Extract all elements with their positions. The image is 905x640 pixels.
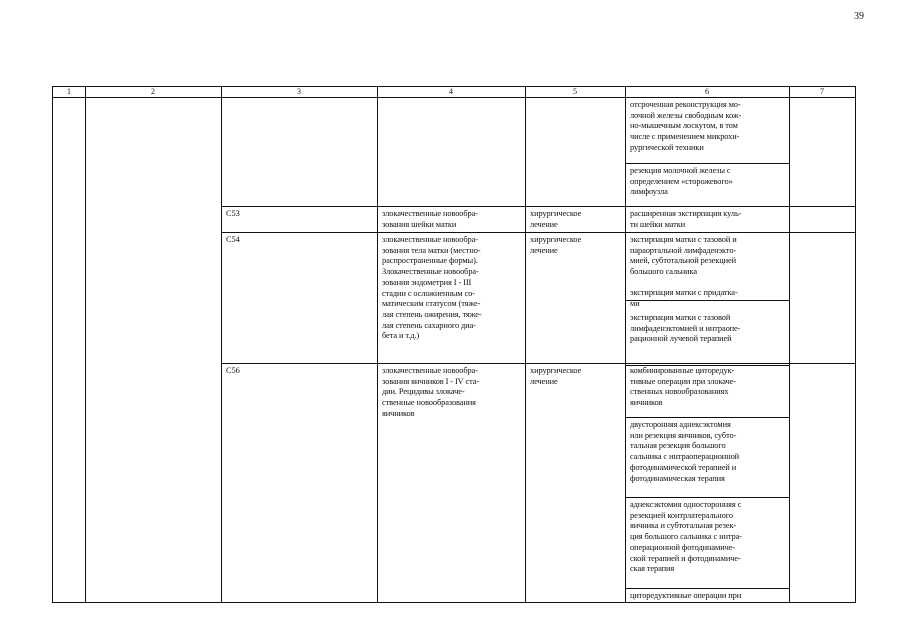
treatment-text: хирургическое лечение (530, 366, 582, 386)
row-divider (221, 232, 855, 233)
header-col-6: 6 (705, 87, 709, 96)
treatment-text: хирургическое лечение (530, 209, 582, 229)
column-divider (85, 87, 86, 602)
cell-divider (625, 497, 789, 498)
disease-text: злокачественные новообра- зования шейки матки (382, 209, 478, 229)
procedure-text: экстирпация матки с тазовой лимфаденэктомией и интраопе- рационной лучевой терапией (630, 313, 741, 344)
row-divider (221, 363, 855, 364)
row-divider (221, 206, 855, 207)
page-number: 39 (854, 11, 864, 22)
procedure-text: комбинированные циторедук- тивные операции при злокаче- ственных новообразованиях яичников (630, 366, 737, 408)
header-col-2: 2 (151, 87, 155, 96)
header-col-7: 7 (820, 87, 824, 96)
procedure-text: отсроченная реконструкция мо- лочной железы свободным кож- но-мышечным лоскутом, в том числе с применением микрохи- рургической техники (630, 100, 742, 152)
header-col-5: 5 (573, 87, 577, 96)
procedure-text: расширенная экстирпация куль- ти шейки матки (630, 209, 742, 229)
procedures-table (52, 86, 856, 603)
header-col-4: 4 (449, 87, 453, 96)
procedure-text: аднексэктомия односторонняя с резекцией контрлатерального яичника и субтотальная резек- ция большого сальника с интра- операционной фотодинамиче- ской терапией и фотодинамиче- ская терапия (630, 500, 742, 574)
procedure-text: экстирпация матки с придатка- ми (630, 288, 738, 308)
procedure-text: экстирпация матки с тазовой и параортальной лимфаденэкто- мией, субтотальной резекцией большого сальника (630, 235, 737, 277)
header-col-1: 1 (67, 87, 71, 96)
cell-divider (625, 588, 789, 589)
icd-code: С56 (226, 366, 240, 375)
cell-divider (625, 163, 789, 164)
icd-code: С53 (226, 209, 240, 218)
column-divider (525, 87, 526, 602)
procedure-text: резекция молочной железы с определением «сторожевого» лимфоузла (630, 166, 733, 197)
icd-code: С54 (226, 235, 240, 244)
treatment-text: хирургическое лечение (530, 235, 582, 255)
column-divider (789, 87, 790, 602)
column-divider (377, 87, 378, 602)
cell-divider (625, 417, 789, 418)
column-divider (625, 87, 626, 602)
disease-text: злокачественные новообра- зования яичников I - IV ста- дии. Рецидивы злокаче- ственные новообразования яичников (382, 366, 480, 418)
procedure-text: циторедуктивные операции при (630, 591, 742, 600)
column-divider (221, 87, 222, 602)
table-header-row (53, 87, 855, 98)
header-col-3: 3 (297, 87, 301, 96)
disease-text: злокачественные новообра- зования тела матки (местно- распространенные формы). Злокачественные новообра- зования эндометрия I - III стадии с осложненным со- матическим статусом (тяже- лая степень ожирения, тяже- лая степень сахарного диа- бета и т.д.) (382, 235, 482, 341)
procedure-text: двусторонняя аднексэктомия или резекция яичников, субто- тальная резекция большого сальника с интраоперационной фотодинамической терапией и фотодинамическая терапия (630, 420, 740, 483)
